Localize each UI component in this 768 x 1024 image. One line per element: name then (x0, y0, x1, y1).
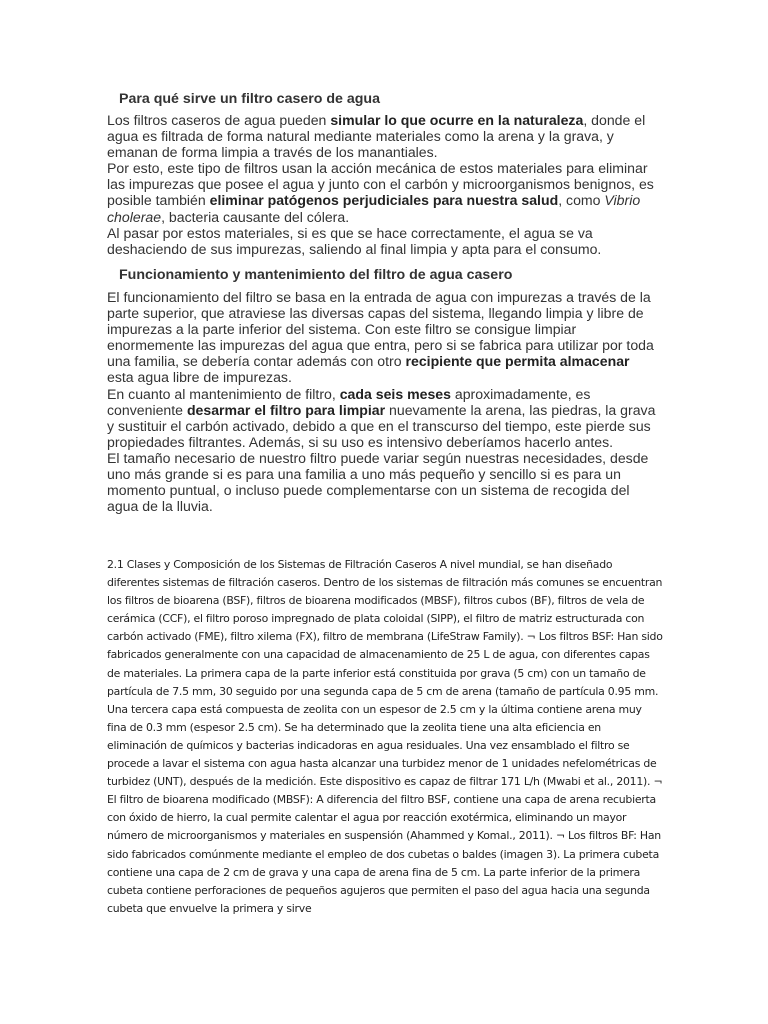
text-run: aproximadamente, es conveniente (107, 385, 591, 418)
bold-text: cada seis meses (339, 385, 451, 402)
section-heading: Funcionamiento y mantenimiento del filtro de agua casero (119, 267, 513, 283)
bold-text: eliminar patógenos perjudiciales para nuestra salud (209, 192, 559, 209)
text-run: En cuanto al mantenimiento de filtro, (107, 385, 340, 402)
body-paragraph: 2.1 Clases y Composición de los Sistemas de Filtración Caseros A nivel mundial, se han diseñado diferentes sistemas de filtración caseros. Dentro de los sistemas de filtración más comunes se encuentran los filtros de bioarena (BSF), filtros de bioarena modificados (MBSF), filtros cubos (BF), filtros de vela de cerámica (CCF), el filtro poroso impregnado de plata coloidal (SIPP), el filtro de matriz estructurada con carbón activado (FME), filtro xilema (FX), filtro de membrana (LifeStraw Family). ¬ Los filtros BSF: Han sido fabricados generalmente con una capacidad de almacenamiento de 25 L de agua, con diferentes capas de materiales. La primera capa de la parte inferior está constituida por grava (5 cm) con un tamaño de partícula de 7.5 mm, 30 seguido por una segunda capa de 5 cm de arena (tamaño de partícula 0.95 mm. Una tercera capa está compuesta de zeolita con un espesor de 2.5 cm y la última contiene arena muy fina de 0.3 mm (espesor 2.5 cm). Se ha determinado que la zeolita tiene una alta eficiencia en eliminación de químicos y bacterias indicadoras en agua residuales. Una vez ensamblado el filtro se procede a lavar el sistema con agua hasta alcanzar una turbidez menor de 1 unidades nefelométricas de turbidez (UNT), después de la medición. Este dispositivo es capaz de filtrar 171 L/h (Mwabi et al., 2011). ¬ El filtro de bioarena modificado (MBSF): A diferencia del filtro BSF, contiene una capa de arena recubierta con óxido de hierro, la cual permite calentar el agua por reacción exotérmica, eliminando un mayor número de microorganismos y materiales en suspensión (Ahammed y Komal., 2011). ¬ Los filtros BF: Han sido fabricados comúnmente mediante el empleo de dos cubetas o baldes (imagen 3). La primera cubeta contiene una capa de 2 cm de grava y una capa de arena fina de 5 cm. La parte inferior de la primera cubeta contiene perforaciones de pequeños agujeros que permiten el paso del agua hacia una segunda cubeta que envuelve la primera y sirve (107, 558, 663, 915)
section-heading: Para qué sirve un filtro casero de agua (119, 91, 380, 107)
section-filter-maintenance (107, 266, 659, 514)
text-run: esta agua libre de impurezas. (107, 369, 292, 386)
text-run: , como (558, 192, 605, 209)
section-filter-purpose (107, 90, 659, 257)
paragraph (107, 112, 659, 257)
text-run: Los filtros caseros de agua pueden (107, 112, 331, 128)
bold-text: recipiente que permita almacenar (405, 353, 630, 370)
text-run: Por esto, este tipo de filtros usan la acción mecánica de estos materiales para eliminar las impurezas que posee el agua y junto con el carbón y microorganismos benignos, es posible también (107, 160, 654, 209)
italic-text: Vibrio cholerae (107, 192, 641, 225)
text-run: nuevamente la arena, las piedras, la grava y sustituir el carbón activado, debido a que en el transcurso del tiempo, este pierde sus propiedades filtrantes. Además, si su uso es intensivo deberíamos hacerlo antes. (107, 401, 656, 450)
paragraph (107, 289, 659, 514)
text-run: El tamaño necesario de nuestro filtro puede variar según nuestras necesidades, desde uno más grande si es para una familia a uno más pequeño y sencillo si es para un momento puntual, o incluso puede complementarse con un sistema de recogida del agua de la lluvia. (107, 449, 649, 515)
text-run: , donde el agua es filtrada de forma natural mediante materiales como la arena y la grava, y emanan de forma limpia a través de los manantiales. (107, 112, 646, 161)
text-run: , bacteria causante del cólera. (161, 208, 350, 225)
bold-text: simular lo que ocurre en la naturaleza (330, 112, 584, 128)
text-run: El funcionamiento del filtro se basa en la entrada de agua con impurezas a través de la parte superior, que atraviese las diversas capas del sistema, llegando limpia y libre de impurezas a la parte inferior del sistema. Con este filtro se consigue limpiar enormemente las impurezas del agua que entra, pero si se fabrica para utilizar por toda una familia, se debería contar además con otro (107, 289, 654, 370)
bold-text: desarmar el filtro para limpiar (186, 401, 386, 418)
section-filtration-systems (107, 556, 663, 918)
text-run: Al pasar por estos materiales, si es que se hace correctamente, el agua se va deshaciendo de sus impurezas, saliendo al final limpia y apta para el consumo. (107, 224, 602, 257)
